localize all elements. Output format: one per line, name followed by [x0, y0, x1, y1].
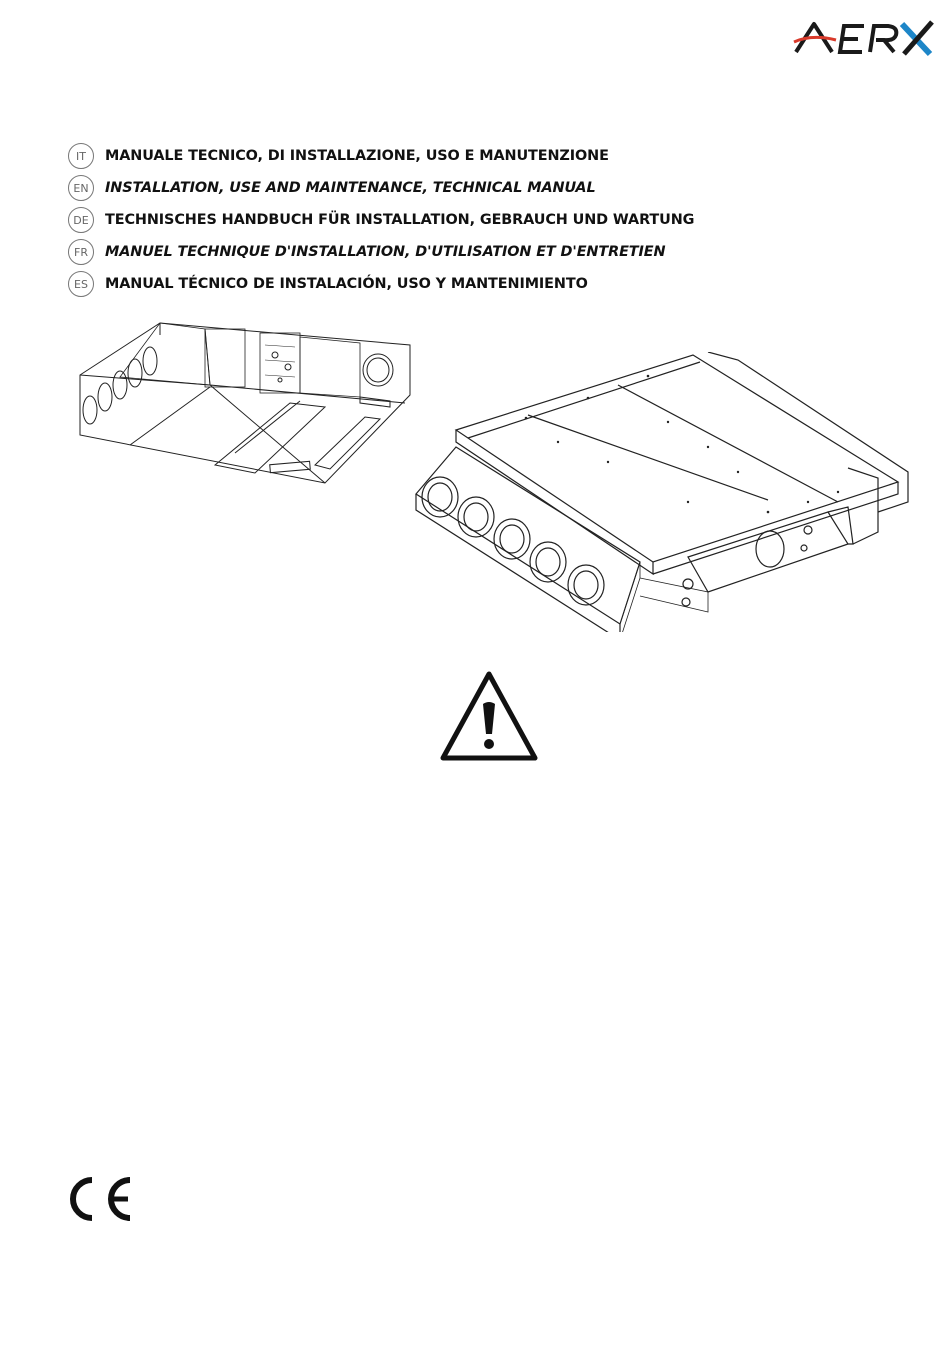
title-text-es: MANUAL TÉCNICO DE INSTALACIÓN, USO Y MANTENIMIENTO	[105, 276, 588, 292]
title-text-en: INSTALLATION, USE AND MAINTENANCE, TECHNICAL MANUAL	[105, 180, 596, 196]
title-row-es	[68, 268, 694, 300]
title-row-fr	[68, 236, 694, 268]
title-row-it	[68, 140, 694, 172]
aerx-logo	[792, 18, 937, 58]
manual-titles	[68, 140, 694, 300]
title-text-it: MANUALE TECNICO, DI INSTALLAZIONE, USO E MANUTENZIONE	[105, 148, 609, 164]
ventilation-unit-bottom-view	[408, 352, 913, 632]
lang-badge-en: EN	[68, 175, 94, 201]
lang-badge-fr: FR	[68, 239, 94, 265]
title-row-en	[68, 172, 694, 204]
warning-triangle-icon	[437, 668, 541, 764]
lang-badge-es: ES	[68, 271, 94, 297]
title-text-fr: MANUEL TECHNIQUE D'INSTALLATION, D'UTILISATION ET D'ENTRETIEN	[105, 244, 666, 260]
ventilation-unit-top-view	[60, 315, 420, 495]
title-text-de: TECHNISCHES HANDBUCH FÜR INSTALLATION, GEBRAUCH UND WARTUNG	[105, 212, 695, 228]
ce-mark	[62, 1174, 134, 1224]
title-row-de	[68, 204, 694, 236]
lang-badge-it: IT	[68, 143, 94, 169]
lang-badge-de: DE	[68, 207, 94, 233]
